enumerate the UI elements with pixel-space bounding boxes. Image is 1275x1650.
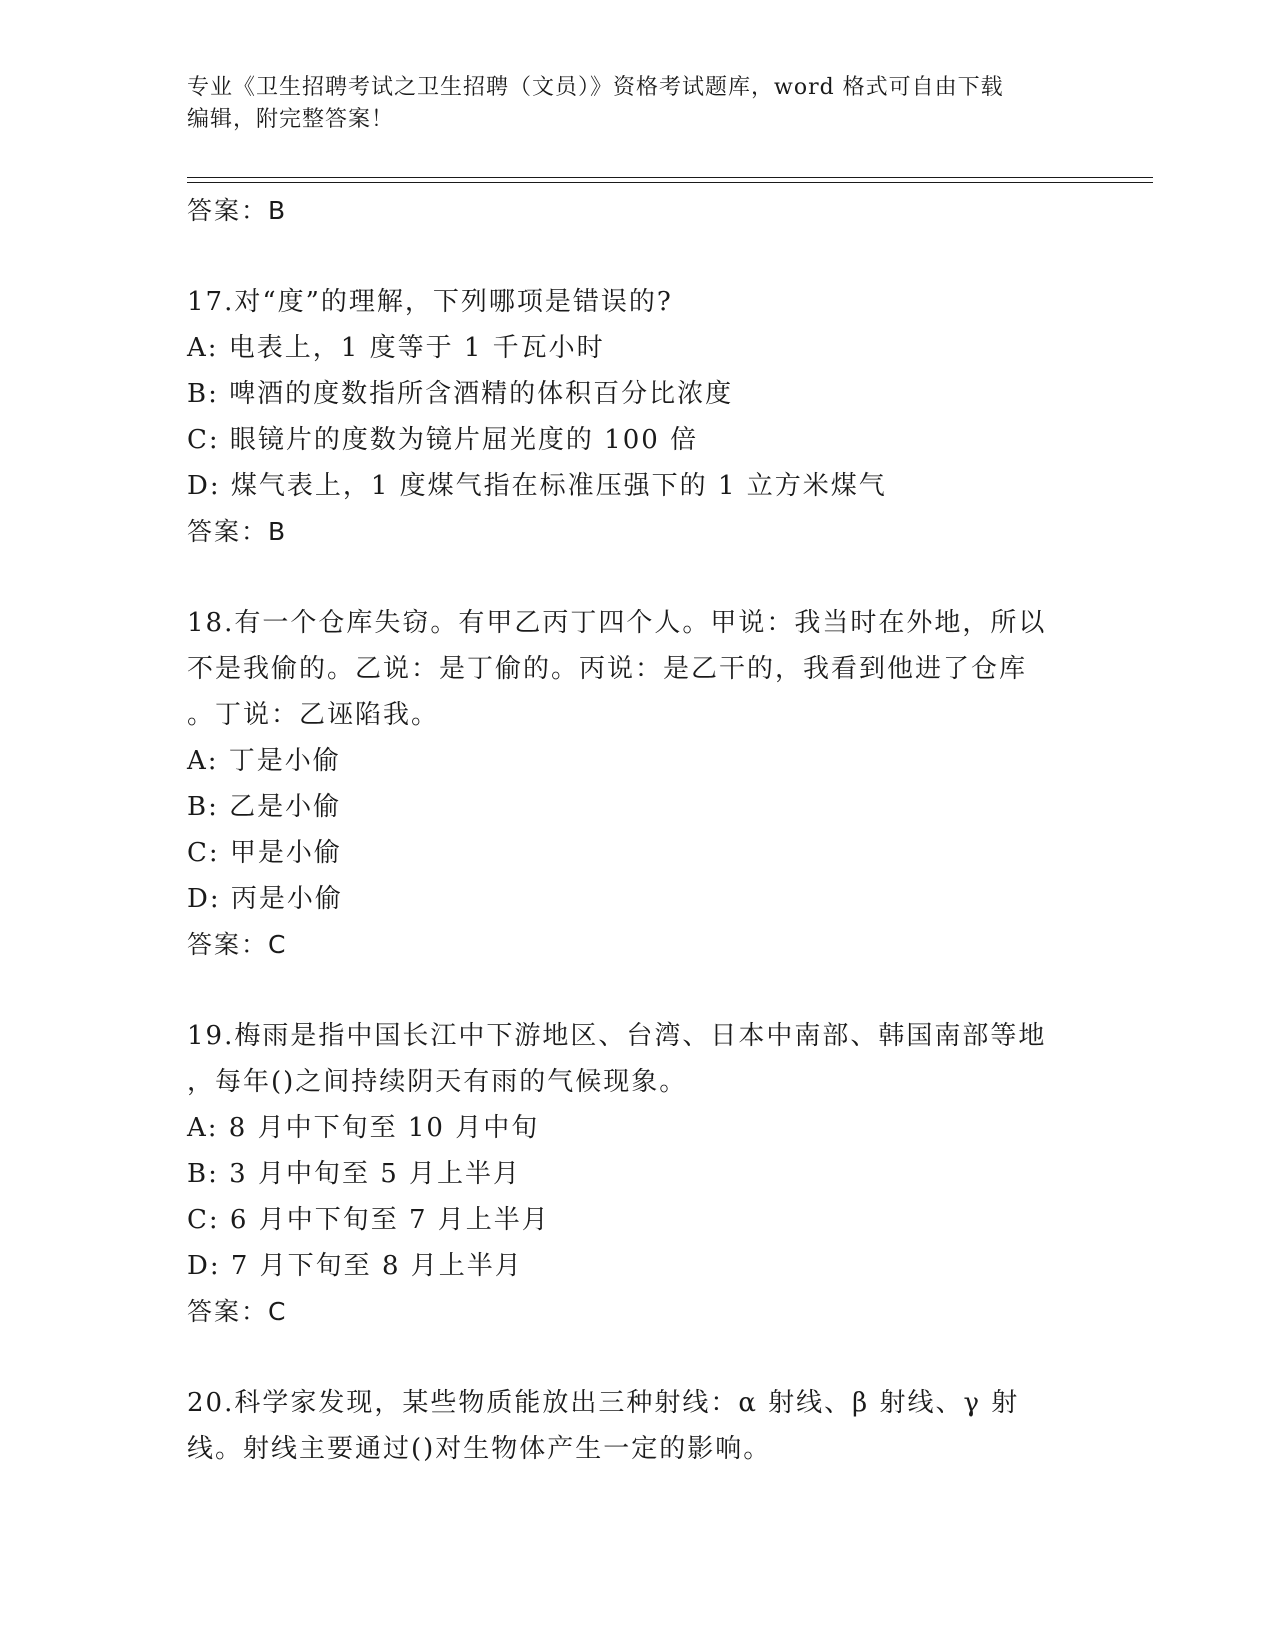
option-c: C: 6 月中下旬至 7 月上半月 xyxy=(187,1205,550,1235)
header-line-2: 编辑，附完整答案！ xyxy=(187,107,395,132)
spacer xyxy=(187,234,1067,279)
answer-line: 答案：C xyxy=(187,1297,288,1326)
question-stem-line-2: 不是我偷的。乙说：是丁偷的。丙说：是乙干的，我看到他进了仓库 xyxy=(187,654,1028,684)
question-stem-line-1: 18.有一个仓库失窃。有甲乙丙丁四个人。甲说：我当时在外地，所以 xyxy=(187,608,1047,638)
option-d: D: 煤气表上，1 度煤气指在标准压强下的 1 立方米煤气 xyxy=(187,471,887,501)
document-header xyxy=(187,72,1067,136)
question-16-tail xyxy=(187,188,1067,234)
option-a: A: 丁是小偷 xyxy=(187,746,341,776)
question-list xyxy=(187,188,1067,1472)
option-a: A: 8 月中下旬至 10 月中旬 xyxy=(187,1113,540,1143)
question-stem-line-3: 。丁说：乙诬陷我。 xyxy=(187,700,440,730)
option-d: D: 7 月下旬至 8 月上半月 xyxy=(187,1251,523,1281)
answer-line: 答案：B xyxy=(187,517,288,546)
spacer xyxy=(187,1335,1067,1380)
question-stem-line-1: 19.梅雨是指中国长江中下游地区、台湾、日本中南部、韩国南部等地 xyxy=(187,1021,1047,1051)
option-c: C: 眼镜片的度数为镜片屈光度的 100 倍 xyxy=(187,425,699,455)
question-20 xyxy=(187,1380,1067,1472)
spacer xyxy=(187,555,1067,600)
header-line-1: 专业《卫生招聘考试之卫生招聘（文员）》资格考试题库，word 格式可自由下载 xyxy=(187,75,1004,100)
answer-line: 答案：B xyxy=(187,196,288,225)
option-b: B: 乙是小偷 xyxy=(187,792,342,822)
question-19 xyxy=(187,1013,1067,1335)
question-stem-line-1: 20.科学家发现，某些物质能放出三种射线：α 射线、β 射线、γ 射 xyxy=(187,1388,1020,1418)
answer-line: 答案：C xyxy=(187,930,288,959)
question-stem-line-2: 线。射线主要通过()对生物体产生一定的影响。 xyxy=(187,1434,772,1464)
question-18 xyxy=(187,600,1067,968)
header-divider-bottom xyxy=(187,182,1153,183)
option-c: C: 甲是小偷 xyxy=(187,838,342,868)
option-b: B: 3 月中旬至 5 月上半月 xyxy=(187,1159,522,1189)
option-a: A: 电表上，1 度等于 1 千瓦小时 xyxy=(187,333,605,363)
spacer xyxy=(187,968,1067,1013)
option-d: D: 丙是小偷 xyxy=(187,884,343,914)
header-divider-top xyxy=(187,177,1153,178)
question-stem-line-2: ，每年()之间持续阴天有雨的气候现象。 xyxy=(187,1067,688,1097)
question-17 xyxy=(187,279,1067,555)
option-b: B: 啤酒的度数指所含酒精的体积百分比浓度 xyxy=(187,379,734,409)
question-stem: 17.对“度”的理解，下列哪项是错误的? xyxy=(187,287,673,317)
